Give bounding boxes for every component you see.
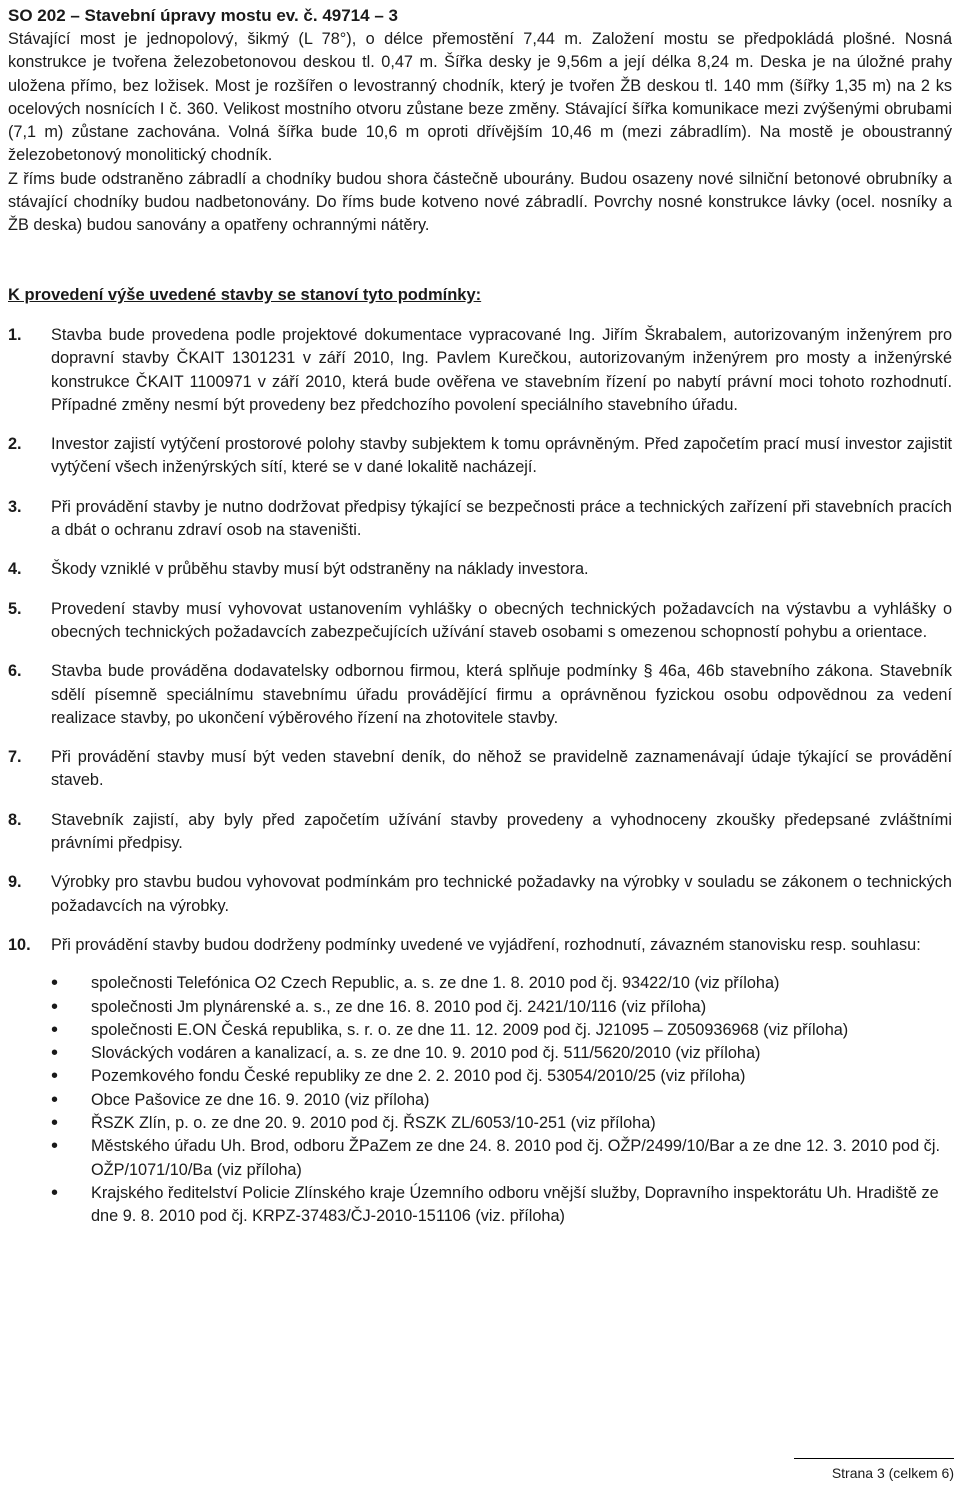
bullet-icon: • <box>51 1042 59 1065</box>
list-item <box>51 1135 952 1182</box>
document-title: SO 202 – Stavební úpravy mostu ev. č. 49714 – 3 <box>8 6 398 25</box>
condition-number: 1. <box>8 325 22 344</box>
condition-text: Při provádění stavby musí být veden stavební deník, do něhož se pravidelně zaznamenávají údaje týkající se provádění staveb. <box>51 748 952 790</box>
list-item-text: Pozemkového fondu České republiky ze dne 2. 2. 2010 pod čj. 53054/2010/25 (viz příloha) <box>91 1067 746 1086</box>
bullet-icon: • <box>51 1065 59 1088</box>
condition-number: 9. <box>8 873 22 892</box>
list-item-text: Slováckých vodáren a kanalizací, a. s. ze dne 10. 9. 2010 pod čj. 511/5620/2010 (viz příloha) <box>91 1044 761 1063</box>
condition-number: 2. <box>8 435 22 454</box>
condition-number: 7. <box>8 748 22 767</box>
list-item-text: společnosti E.ON Česká republika, s. r. o. ze dne 11. 12. 2009 pod čj. J21095 – Z050936968 (viz příloha) <box>91 1020 849 1039</box>
condition-text: Provedení stavby musí vyhovovat ustanovením vyhlášky o obecných technických požadavcích na výstavbu a vyhlášky o obecných technických požadavcích zabezpečujících užívání staveb osobami s omezenou schopností pohybu a orientace. <box>51 599 952 641</box>
condition-text: Investor zajistí vytýčení prostorové polohy stavby subjektem k tomu oprávněným. Před započetím prací musí investor zajistit vytýčení všech inženýrských sítí, které se v dané lokalitě nacházejí. <box>51 435 952 477</box>
list-item-text: ŘSZK Zlín, p. o. ze dne 20. 9. 2010 pod čj. ŘSZK ZL/6053/10-251 (viz příloha) <box>91 1113 656 1132</box>
condition-number: 8. <box>8 810 22 829</box>
approvals-list <box>8 972 952 1228</box>
intro-paragraph: Z říms bude odstraněno zábradlí a chodníky budou shora částečně ubourány. Budou osazeny nové silniční betonové obrubníky a stávající chodníky budou nadbetonovány. Do říms bude kotveno nové zábradlí. Povrchy nosné konstrukce lávky (ocel. nosníky a ŽB deska) budou sanovány a opatřeny ochrannými nátěry. <box>8 169 952 235</box>
condition-item <box>8 598 952 645</box>
list-item <box>51 1065 952 1088</box>
condition-number: 4. <box>8 560 22 579</box>
condition-item <box>8 871 952 918</box>
condition-text: Stavba bude provedena podle projektové dokumentace vypracované Ing. Jiřím Škrabalem, autorizovaným inženýrem pro dopravní stavby ČKAIT 1301231 v září 2010, Ing. Pavlem Kurečkou, autorizovaným inženýrem pro mosty a inženýrské konstrukce ČKAIT 1100971 v září 2010, která bude ověřena ve stavebním řízení po nabytí právní moci tohoto rozhodnutí. Případné změny nesmí být provedeny bez předchozího povolení speciálního stavebního úřadu. <box>51 325 952 414</box>
document-page <box>8 4 952 1228</box>
list-item-text: společnosti Jm plynárenské a. s., ze dne 16. 8. 2010 pod čj. 2421/10/116 (viz příloha) <box>91 997 707 1016</box>
list-item <box>51 1089 952 1112</box>
list-item-text: Krajského ředitelství Policie Zlínského kraje Územního odboru vnější služby, Dopravního inspektorátu Uh. Hradiště ze dne 9. 8. 2010 pod čj. KRPZ-37483/ČJ-2010-151106 (viz. příloha) <box>91 1183 939 1226</box>
condition-item <box>8 809 952 856</box>
list-item <box>51 972 952 995</box>
conditions-heading: K provedení výše uvedené stavby se stanoví tyto podmínky: <box>8 285 482 304</box>
condition-text: Při provádění stavby budou dodrženy podmínky uvedené ve vyjádření, rozhodnutí, závazném stanovisku resp. souhlasu: <box>51 935 921 954</box>
condition-item <box>8 558 952 581</box>
condition-text: Výrobky pro stavbu budou vyhovovat podmínkám pro technické požadavky na výrobky v souladu se zákonem o technických požadavcích na výrobky. <box>51 873 952 915</box>
conditions-list <box>8 324 952 957</box>
bullet-icon: • <box>51 995 59 1018</box>
condition-item <box>8 934 952 957</box>
condition-text: Škody vzniklé v průběhu stavby musí být odstraněny na náklady investora. <box>51 560 589 579</box>
condition-number: 10. <box>8 935 31 954</box>
list-item <box>51 1042 952 1065</box>
list-item <box>51 1019 952 1042</box>
bullet-icon: • <box>51 1018 59 1041</box>
condition-text: Stavebník zajistí, aby byly před započetím užívání stavby provedeny a vyhodnoceny zkoušky předepsané zvláštními právními předpisy. <box>51 810 952 853</box>
intro-paragraph: Stávající most je jednopolový, šikmý (L 78°), o délce přemostění 7,44 m. Založení mostu se předpokládá plošné. Nosná konstrukce je tvořena železobetonovou deskou tl. 0,47 m. Šířka desky je 9,56m a její délka 8,24 m. Deska je na úložné prahy uložena přímo, bez ložisek. Most je rozšířen o levostranný chodník, který je tvořen ŽB deskou tl. 140 mm (šířky 1,35 m) na 2 ks ocelových nosnících I č. 360. Velikost mostního otvoru zůstane beze změny. Stávající šířka komunikace mezi zvýšenými obrubami (7,1 m) zůstane zachována. Volná šířka bude 10,6 m oproti dřívějším 10,46 m (mezi zábradlím). Na mostě je oboustranný železobetonový monolitický chodník. <box>8 30 952 165</box>
condition-item <box>8 746 952 793</box>
list-item-text: Městského úřadu Uh. Brod, odboru ŽPaZem ze dne 24. 8. 2010 pod čj. OŽP/2499/10/Bar a ze dne 12. 3. 2010 pod čj. OŽP/1071/10/Ba (viz příloha) <box>91 1137 940 1179</box>
condition-item <box>8 324 952 417</box>
condition-number: 6. <box>8 662 22 681</box>
page-number: Strana 3 (celkem 6) <box>794 1458 954 1485</box>
bullet-icon: • <box>51 1135 59 1158</box>
condition-number: 5. <box>8 599 22 618</box>
list-item-text: Obce Pašovice ze dne 16. 9. 2010 (viz příloha) <box>91 1090 430 1109</box>
condition-item <box>8 496 952 543</box>
bullet-icon: • <box>51 1088 59 1111</box>
bullet-icon: • <box>51 972 59 995</box>
list-item <box>51 1112 952 1135</box>
bullet-icon: • <box>51 1111 59 1134</box>
list-item <box>51 996 952 1019</box>
bullet-icon: • <box>51 1181 59 1204</box>
condition-number: 3. <box>8 497 22 516</box>
condition-text: Při provádění stavby je nutno dodržovat předpisy týkající se bezpečnosti práce a technických zařízení při stavebních pracích a dbát o ochranu zdraví osob na staveništi. <box>51 497 952 540</box>
list-item-text: společnosti Telefónica O2 Czech Republic, a. s. ze dne 1. 8. 2010 pod čj. 93422/10 (viz příloha) <box>91 974 780 993</box>
condition-item <box>8 433 952 480</box>
condition-item <box>8 660 952 730</box>
condition-text: Stavba bude prováděna dodavatelsky odbornou firmou, která splňuje podmínky § 46a, 46b stavebního zákona. Stavebník sdělí písemně speciálnímu stavebnímu úřadu provádějící firmu a oprávněnou fyzickou osobu odpovědnou za vedení realizace stavby, po ukončení výběrového řízení na zhotovitele stavby. <box>51 662 952 727</box>
list-item <box>51 1182 952 1229</box>
